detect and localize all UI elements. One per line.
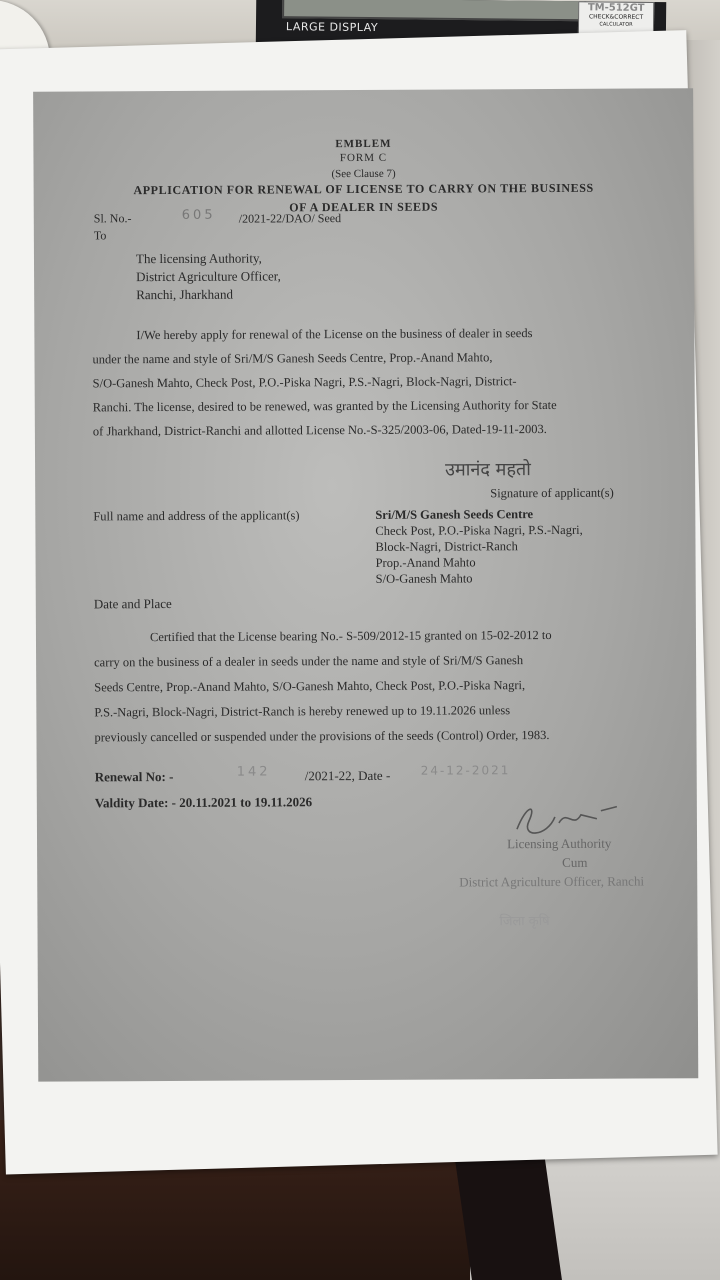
- document-title-line-1: APPLICATION FOR RENEWAL OF LICENSE TO CARRY ON THE BUSINESS: [133, 180, 594, 198]
- serial-suffix: /2021-22/DAO/ Seed: [238, 211, 342, 226]
- document-paper: [0, 30, 718, 1174]
- date-place-label: Date and Place: [93, 595, 172, 612]
- serial-label: Sl. No.-: [93, 211, 132, 226]
- authority-line: District Agriculture Officer, Ranchi: [459, 873, 645, 890]
- certification-paragraph: [94, 622, 655, 750]
- paragraph-line: of Jharkhand, District-Ranchi and allotted License No.-S-325/2003-06, Dated-19-11-2003.: [92, 422, 547, 439]
- applicant-address-line: Prop.-Anand Mahto: [375, 555, 476, 570]
- full-name-label: Full name and address of the applicant(s): [93, 508, 300, 524]
- paragraph-line: carry on the business of a dealer in seeds under the name and style of Sri/M/S Ganesh: [94, 653, 524, 670]
- calculator-tagline: CHECK&CORRECT: [588, 13, 644, 21]
- renewal-date-handwritten: 24-12-2021: [420, 763, 511, 778]
- emblem-heading: EMBLEM: [335, 137, 392, 151]
- signature-label: Signature of applicant(s): [490, 485, 614, 501]
- applicant-signature: उमानंद महतो: [445, 459, 531, 481]
- clause-reference: (See Clause 7): [331, 167, 396, 181]
- paragraph-line: previously cancelled or suspended under the provisions of the seeds (Control) Order, 1983.: [94, 727, 550, 745]
- photocopy-area: [33, 88, 698, 1081]
- paragraph-line: I/We hereby apply for renewal of the License on the business of dealer in seeds: [136, 326, 533, 343]
- addressee-line: The licensing Authority,: [135, 250, 262, 267]
- applicant-address-line: Check Post, P.O.-Piska Nagri, P.S.-Nagri,: [375, 522, 583, 538]
- renewal-year: /2021-22, Date -: [304, 767, 391, 784]
- paragraph-line: Seeds Centre, Prop.-Anand Mahto, S/O-Ganesh Mahto, Check Post, P.O.-Piska Nagri,: [94, 678, 526, 695]
- applicant-address-line: Block-Nagri, District-Ranch: [375, 539, 518, 554]
- application-paragraph: [92, 320, 653, 443]
- calculator-tagline-2: CALCULATOR: [599, 21, 633, 28]
- addressee-line: District Agriculture Officer,: [136, 268, 281, 285]
- validity-date: Valdity Date: - 20.11.2021 to 19.11.2026: [94, 794, 313, 811]
- renewal-number-handwritten: 142: [236, 764, 271, 780]
- paragraph-line: P.S.-Nagri, Block-Nagri, District-Ranch is hereby renewed up to 19.11.2026 unless: [94, 703, 511, 720]
- calculator-screen: [282, 0, 586, 21]
- serial-number-handwritten: 605: [181, 207, 216, 223]
- to-label: To: [93, 228, 107, 243]
- faint-stamp-text: जिला कृषि: [499, 914, 550, 930]
- paragraph-line: Certified that the License bearing No.- S-509/2012-15 granted on 15-02-2012 to: [149, 627, 552, 645]
- document-title-line-2: OF A DEALER IN SEEDS: [289, 199, 439, 215]
- applicant-address-line: S/O-Ganesh Mahto: [375, 571, 473, 586]
- calculator-model: TM-512GT: [587, 2, 645, 14]
- applicant-address-line: Sri/M/S Ganesh Seeds Centre: [375, 507, 534, 522]
- authority-line: Cum: [562, 854, 588, 870]
- calculator-display-label: LARGE DISPLAY: [285, 20, 379, 35]
- paragraph-line: Ranchi. The license, desired to be renewed, was granted by the Licensing Authority for State: [92, 397, 557, 415]
- paragraph-line: under the name and style of Sri/M/S Ganesh Seeds Centre, Prop.-Anand Mahto,: [92, 350, 493, 367]
- form-heading: FORM C: [339, 151, 388, 165]
- renewal-label: Renewal No: -: [94, 768, 174, 785]
- addressee-line: Ranchi, Jharkhand: [136, 286, 233, 303]
- license-document: [33, 88, 698, 1081]
- paragraph-line: S/O-Ganesh Mahto, Check Post, P.O.-Piska Nagri, P.S.-Nagri, Block-Nagri, District-: [92, 374, 517, 391]
- authority-line: Licensing Authority: [507, 835, 612, 852]
